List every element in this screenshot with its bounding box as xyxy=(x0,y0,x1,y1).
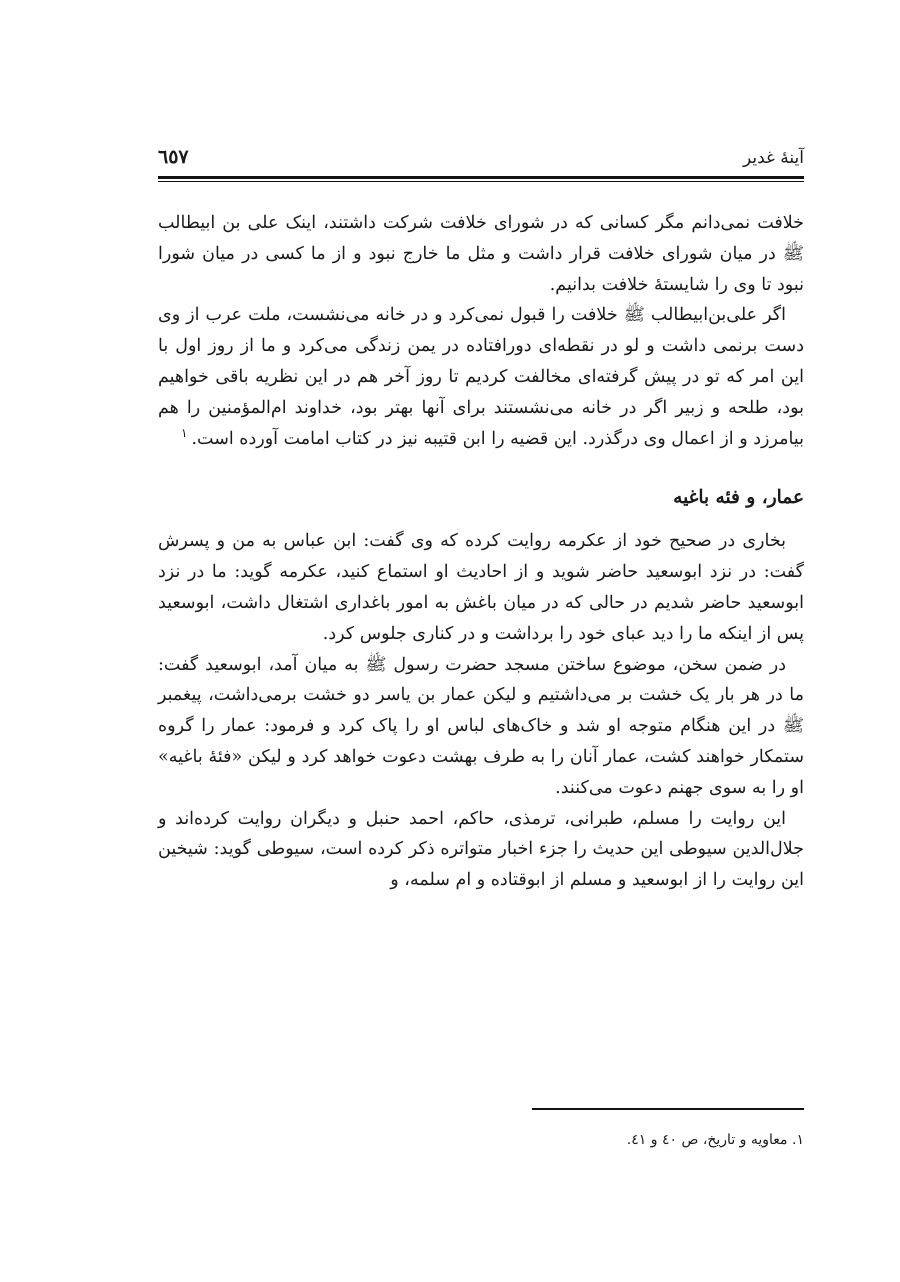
body-text xyxy=(158,208,804,896)
paragraph: در ضمن سخن، موضوع ساختن مسجد حضرت رسول ﷺ به میان آمد، ابوسعید گفت: ما در هر بار یک خشت بر می‌داشتیم و لیکن عمار بن یاسر دو خشت برمی‌داشت، پیغمبر ﷺ در این هنگام متوجه او شد و خاک‌های لباس او را پاک کرد و فرمود: عمار را گروه ستمکار خواهند کشت، عمار آنان را به طرف بهشت دعوت خواهد کرد و لیکن «فئهٔ باغیه» او را به سوی جهنم دعوت می‌کنند. xyxy=(158,654,804,798)
paragraph: خلافت نمی‌دانم مگر کسانی که در شورای خلافت شرکت داشتند، اینک علی بن ابیطالب ﷺ در میان شورای خلافت قرار داشت و مثل ما خارج نبود و از ما کسی در میان شورا نبود تا وی را شایستهٔ خلافت بدانیم. xyxy=(158,213,804,295)
header-rule xyxy=(158,176,804,179)
paragraph: این روایت را مسلم، طبرانی، ترمذی، حاکم، احمد حنبل و دیگران روایت کرده‌اند و جلال‌الدین سیوطی این حدیث را جزء اخبار متواتره ذکر کرده است، سیوطی گوید: شیخین این روایت را از ابوسعید و مسلم از ابوقتاده و ام سلمه، و xyxy=(158,808,804,891)
footnote-reference: ١ xyxy=(181,425,188,440)
section-title: عمار، و فئه باغیه xyxy=(673,487,804,509)
paragraph-with-footnote xyxy=(158,300,804,454)
page-header xyxy=(158,140,804,176)
footnote: ١. معاویه و تاریخ، ص ٤٠ و ٤١. xyxy=(626,1132,804,1148)
header-rule-thin xyxy=(158,181,804,182)
footnote-rule xyxy=(532,1108,804,1110)
paragraph: بخاری در صحیح خود از عکرمه روایت کرده که وی گفت: ابن عباس به من و پسرش گفت: در نزد ابوسعید حاضر شوید و از احادیث او استماع کنید، عکرمه گوید: ما در نزد ابوسعید حاضر شدیم در حالی که در میان باغش به امور باغداری اشتغال داشت، ابوسعید پس از اینکه ما را دید عبای خود را برداشت و در کناری جلوس کرد. xyxy=(158,531,804,644)
book-page xyxy=(158,140,804,1220)
running-title: آینهٔ غدیر xyxy=(742,148,804,168)
paragraph-text: اگر علی‌بن‌ابیطالب ﷺ خلافت را قبول نمی‌کرد و در خانه می‌نشست، ملت عرب از وی دست برنمی داشت و لو در نقطه‌ای دورافتاده در یمن زندگی می‌کرد و ما از روز اول با این امر که تو در پیش گرفته‌ای مخالفت کردیم تا روز آخر هم در این نظریه باقی خواهیم بود، طلحه و زبیر اگر در خانه می‌نشستند برای آنها بهتر بود، خداوند ام‌المؤمنین را هم بیامرزد و از اعمال وی درگذرد. این قضیه را ابن قتیبه نیز در کتاب امامت آورده است. xyxy=(158,305,804,449)
page-number: ٦٥٧ xyxy=(158,146,189,168)
